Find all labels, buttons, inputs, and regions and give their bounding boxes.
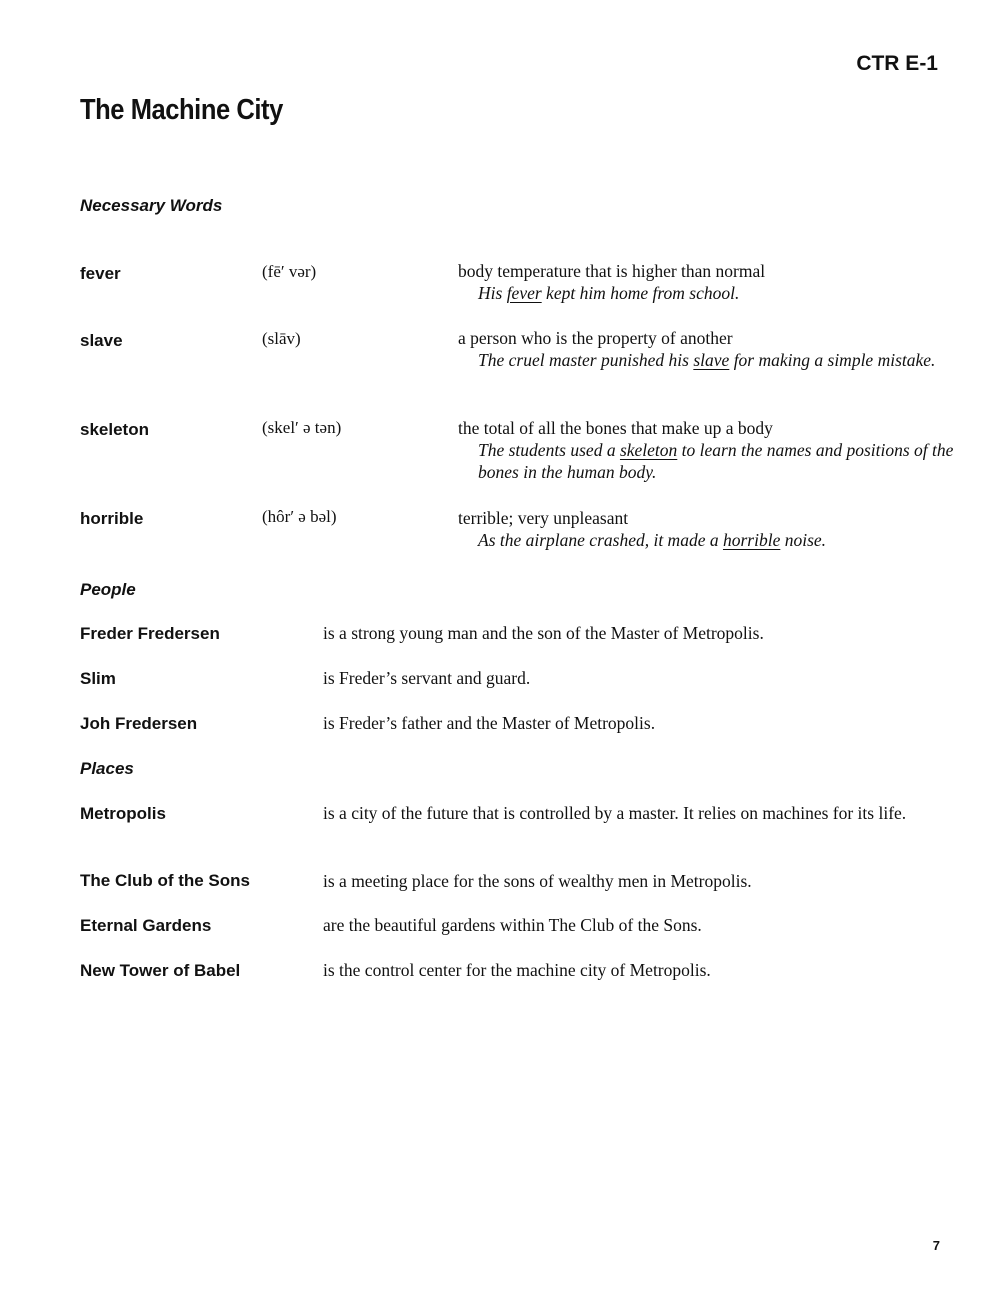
- vocab-definition-fever: [458, 260, 958, 304]
- vocab-pronunciation-horrible: (hôr′ ə bəl): [262, 507, 337, 526]
- example-keyword: horrible: [722, 530, 781, 550]
- definition-text: the total of all the bones that make up a body: [458, 418, 773, 438]
- vocab-pronunciation-skeleton: (skel′ ə tən): [262, 418, 342, 437]
- example-sentence: As the airplane crashed, it made a horrible noise.: [478, 530, 827, 550]
- place-name: Metropolis: [80, 804, 166, 823]
- vocab-term-slave: slave: [80, 331, 123, 350]
- example-keyword: slave: [693, 350, 730, 370]
- page-title: The Machine City: [80, 94, 283, 126]
- place-name: New Tower of Babel: [80, 961, 241, 980]
- example-keyword: fever: [506, 283, 542, 303]
- example-keyword: skeleton: [619, 440, 678, 460]
- person-description: is Freder’s servant and guard.: [323, 668, 531, 688]
- place-name: Eternal Gardens: [80, 916, 212, 935]
- vocab-definition-skeleton: [458, 417, 958, 483]
- person-name: Slim: [80, 669, 116, 688]
- worksheet-code: CTR E-1: [856, 52, 938, 75]
- place-description: are the beautiful gardens within The Club of the Sons.: [323, 915, 702, 935]
- definition-text: a person who is the property of another: [458, 328, 733, 348]
- page-number: 7: [932, 1238, 940, 1253]
- example-sentence: The students used a skeleton to learn the names and positions of the bones in the human body.: [478, 440, 954, 482]
- person-name: Joh Fredersen: [80, 714, 198, 733]
- section-heading-necessary-words: Necessary Words: [80, 196, 223, 215]
- example-sentence: His fever kept him home from school.: [478, 283, 740, 303]
- vocab-pronunciation-fever: (fē′ vər): [262, 262, 317, 281]
- person-description: is a strong young man and the son of the Master of Metropolis.: [323, 623, 764, 643]
- person-name: Freder Fredersen: [80, 624, 220, 643]
- vocab-term-skeleton: skeleton: [80, 420, 149, 439]
- place-description: is a city of the future that is controlled by a master. It relies on machines for its life.: [323, 803, 907, 823]
- section-heading-people: People: [80, 580, 136, 599]
- place-name: The Club of the Sons: [80, 871, 250, 890]
- place-description: is the control center for the machine city of Metropolis.: [323, 960, 711, 980]
- vocab-term-horrible: horrible: [80, 509, 144, 528]
- vocab-definition-slave: [458, 327, 958, 371]
- place-description: is a meeting place for the sons of wealthy men in Metropolis.: [323, 871, 752, 891]
- definition-text: body temperature that is higher than normal: [458, 261, 766, 281]
- definition-text: terrible; very unpleasant: [458, 508, 629, 528]
- vocab-definition-horrible: [458, 507, 958, 551]
- vocab-pronunciation-slave: (slāv): [262, 329, 301, 348]
- example-sentence: The cruel master punished his slave for making a simple mistake.: [478, 350, 936, 370]
- vocab-term-fever: fever: [80, 264, 121, 283]
- section-heading-places: Places: [80, 759, 134, 778]
- person-description: is Freder’s father and the Master of Metropolis.: [323, 713, 656, 733]
